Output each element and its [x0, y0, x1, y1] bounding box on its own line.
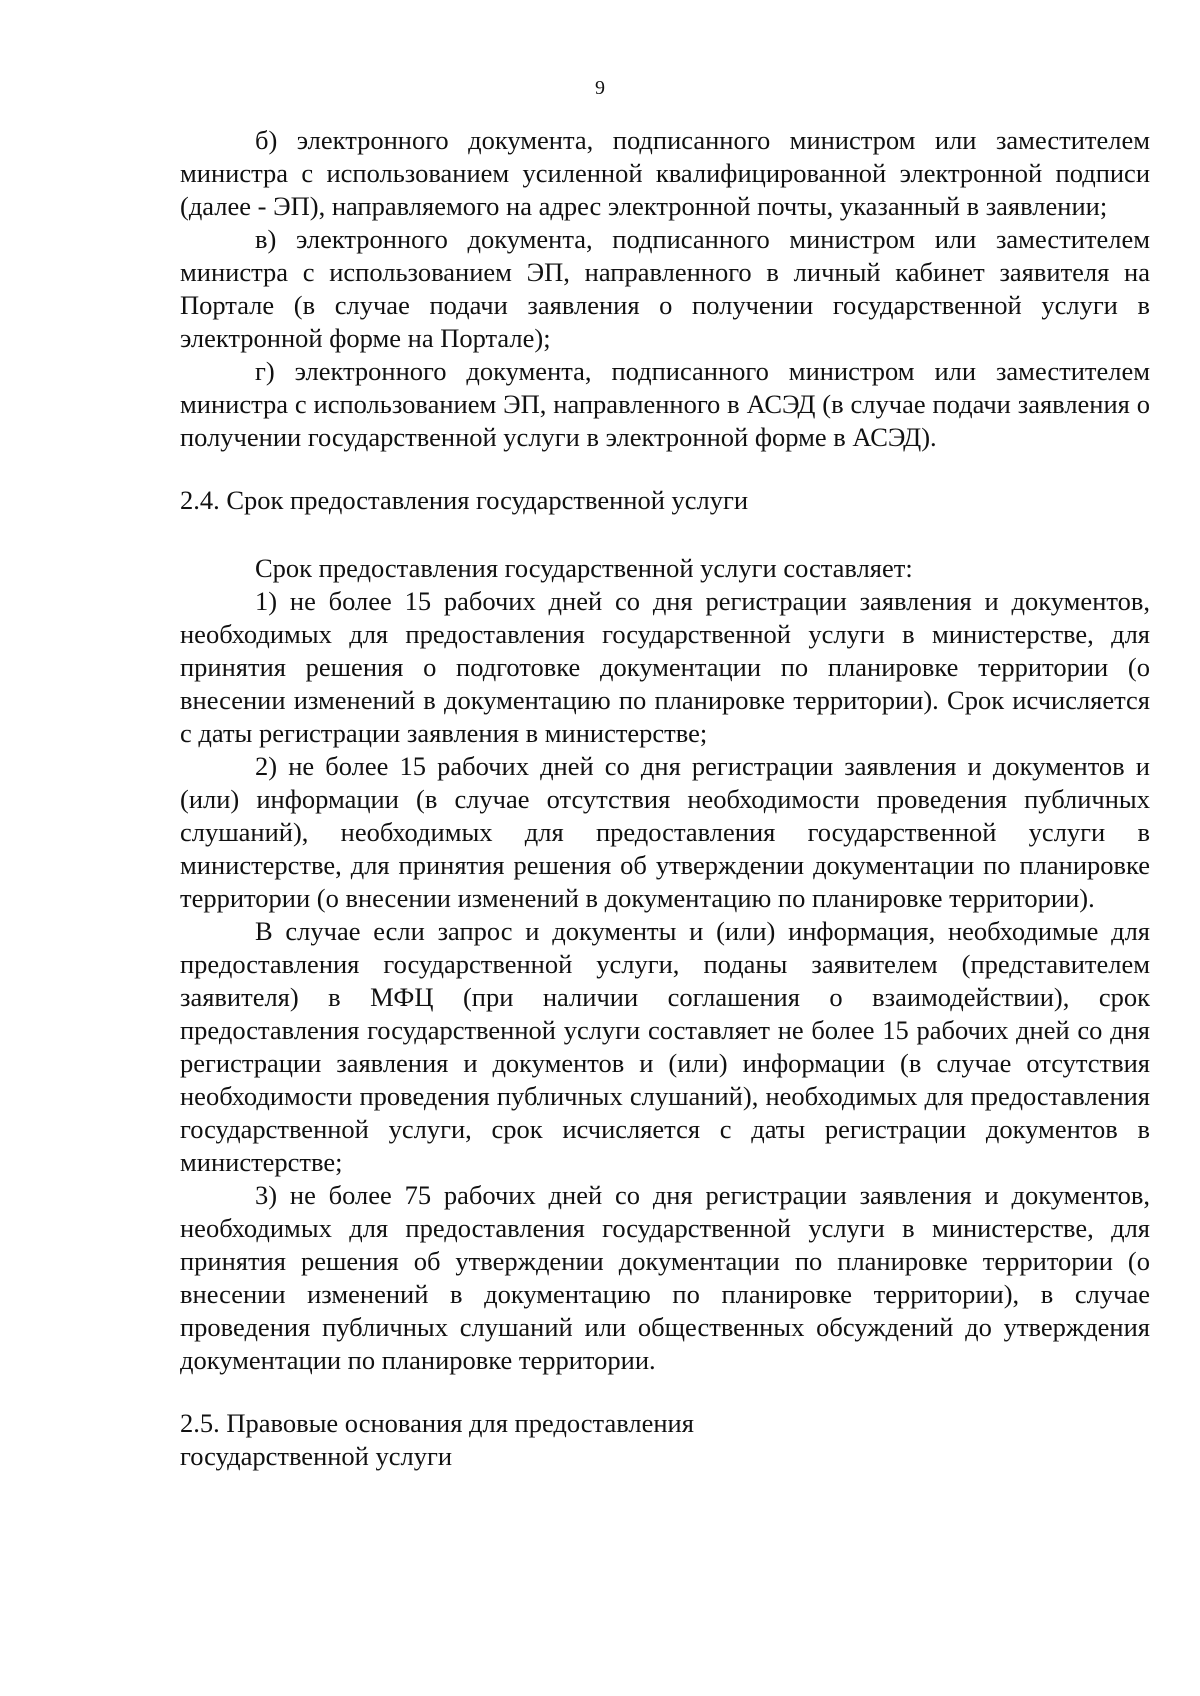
section-heading-2-5-line1: 2.5. Правовые основания для предоставления: [180, 1408, 694, 1438]
paragraph-term-3: 3) не более 75 рабочих дней со дня регистрации заявления и документов, необходимых для предоставления государственной услуги в министерстве, для принятия решения об утверждении документации по планировке территории (о внесении изменений в документацию по планировке территории), в случае проведения публичных слушаний или общественных обсуждений до утверждения документации по планировке территории.: [180, 1180, 1150, 1375]
paragraph-g: г) электронного документа, подписанного министром или заместителем министра с использованием ЭП, направленного в АСЭД (в случае подачи заявления о получении государственной услуги в электронной форме в АСЭД).: [180, 356, 1150, 452]
section-heading-2-4: 2.4. Срок предоставления государственной услуги: [180, 485, 749, 515]
paragraph-mfc: В случае если запрос и документы и (или) информация, необходимые для предоставления государственной услуги, поданы заявителем (представителем заявителя) в МФЦ (при наличии соглашения о взаимодействии), срок предоставления государственной услуги составляет не более 15 рабочих дней со дня регистрации заявления и документов и (или) информации (в случае отсутствия необходимости проведения публичных слушаний), необходимых для предоставления государственной услуги, срок исчисляется с даты регистрации документов в министерстве;: [180, 916, 1150, 1177]
paragraph-b: б) электронного документа, подписанного министром или заместителем министра с использованием усиленной квалифицированной электронной подписи (далее - ЭП), направляемого на адрес электронной почты, указанный в заявлении;: [180, 125, 1150, 221]
page-number: 9: [595, 77, 605, 99]
document-body: [180, 124, 1150, 1473]
paragraph-term-1: 1) не более 15 рабочих дней со дня регистрации заявления и документов, необходимых для предоставления государственной услуги в министерстве, для принятия решения о подготовке документации по планировке территории (о внесении изменений в документацию по планировке территории). Срок исчисляется с даты регистрации заявления в министерстве;: [180, 586, 1150, 748]
paragraph-term-intro: Срок предоставления государственной услуги составляет:: [255, 553, 913, 583]
section-heading-2-5-line2: государственной услуги: [180, 1441, 453, 1471]
paragraph-v: в) электронного документа, подписанного министром или заместителем министра с использованием ЭП, направленного в личный кабинет заявителя на Портале (в случае подачи заявления о получении государственной услуги в электронной форме на Портале);: [180, 224, 1150, 353]
paragraph-term-2: 2) не более 15 рабочих дней со дня регистрации заявления и документов и (или) информации (в случае отсутствия необходимости проведения публичных слушаний), необходимых для предоставления государственной услуги в министерстве, для принятия решения об утверждении документации по планировке территории (о внесении изменений в документацию по планировке территории).: [180, 751, 1150, 913]
